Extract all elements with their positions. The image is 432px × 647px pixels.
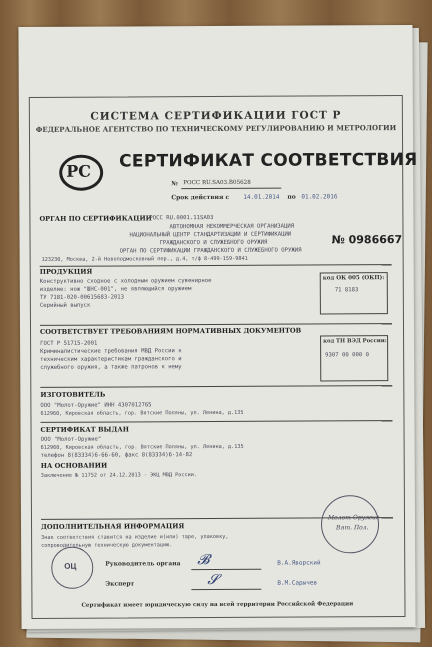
footer-note: Сертификат имеет юридическую силу на всей территории Российской Федерации	[81, 601, 354, 609]
manufacturer-line: ООО "Молот-Оружие" ИНН 4307012765	[40, 402, 152, 409]
expert-signature: 𝓢	[207, 571, 219, 589]
system-title: СИСТЕМА СЕРТИФИКАЦИИ ГОСТ Р	[90, 109, 342, 123]
okp-code-label: код ОК 005 (ОКП):	[322, 275, 385, 282]
seal-subtext: Вят. Пол.	[336, 524, 369, 532]
validity-to: 01.02.2016	[301, 193, 338, 201]
organ-address: 123230, Москва, 2-й Новоподмосковный пер., д.4, т/ф 8-499-159-9841	[41, 255, 248, 263]
product-line: Серийный выпуск	[39, 302, 91, 309]
requirements-line: служебного оружия, а также патронов к нему	[40, 364, 182, 371]
serial-number: № 0986667	[331, 233, 403, 247]
product-line: изделие: нож "ШНС-001", не являющийся оружием	[39, 286, 192, 293]
requirements-line: ГОСТ Р 51715-2001	[40, 340, 98, 347]
tnved-code-label: код ТН ВЭД России:	[323, 338, 387, 345]
validity-from: 14.01.2014	[243, 193, 280, 201]
product-label: ПРОДУКЦИЯ	[39, 267, 93, 276]
additional-line: сопроводительную техническую документацию.	[41, 542, 173, 549]
organ-seal-mark: ОЦ	[64, 561, 77, 571]
validity-to-label: по	[287, 193, 296, 201]
basis-line: Заключение № 11752 от 24.12.2013 - ЭКЦ МВД России.	[40, 472, 197, 479]
issued-line: телефон 8(83334)6-66-60, факс 8(83334)6-14-82	[40, 452, 193, 459]
product-line: Конструктивно сходное с холодным оружием сувенирное	[39, 278, 212, 285]
issued-line: 612960, Кировская область, гор. Вятские Поляны, ул. Ленина, д.135	[40, 443, 244, 451]
okp-code-value: 71 8183	[334, 287, 359, 294]
validity-label: Срок действия с	[171, 193, 230, 202]
seal-text: Молот-Оружие	[327, 514, 380, 522]
product-line: ТУ 7181-020-00615683-2013	[39, 294, 125, 301]
requirements-line: Криминалистические требования МВД России к	[40, 348, 182, 355]
manufacturer-line: 612960, Кировская область, гор. Вятские Поляны, ул. Ленина, д.135	[40, 409, 244, 417]
organ-line: ГРАЖДАНСКОГО И СЛУЖЕБНОГО ОРУЖИЯ	[159, 239, 268, 247]
expert-name: В.М.Сарычев	[277, 579, 318, 587]
requirements-label: СООТВЕТСТВУЕТ ТРЕБОВАНИЯМ НОРМАТИВНЫХ ДОКУМЕНТОВ	[40, 326, 302, 336]
gost-logo	[59, 155, 103, 191]
organ-line: НАЦИОНАЛЬНЫЙ ЦЕНТР СТАНДАРТИЗАЦИИ И СЕРТИФИКАЦИИ	[129, 231, 292, 239]
head-label: Руководитель органа	[105, 560, 181, 568]
expert-label: Эксперт	[105, 580, 135, 588]
issued-line: ООО "Молот-Оружие"	[40, 436, 102, 443]
reg-number: РОСС RU.SA03.B05628	[183, 179, 251, 187]
reg-number-label: №	[171, 180, 178, 188]
additional-line: Знак соответствия ставится на изделие и(или) таре, упаковку,	[41, 533, 229, 541]
gost-logo-mark: PC	[66, 161, 91, 181]
agency-title: ФЕДЕРАЛЬНОЕ АГЕНТСТВО ПО ТЕХНИЧЕСКОМУ РЕГУЛИРОВАНИЮ И МЕТРОЛОГИИ	[35, 123, 397, 134]
organ-code: РОСС RU.0001.11SA03	[149, 215, 214, 222]
manufacturer-label: ИЗГОТОВИТЕЛЬ	[40, 390, 106, 399]
head-name: В.А.Яворский	[277, 559, 321, 567]
head-signature: 𝓑	[197, 552, 210, 569]
organ-line: АВТОНОМНАЯ НЕКОММЕРЧЕСКАЯ ОРГАНИЗАЦИЯ	[169, 223, 295, 231]
certificate-title: СЕРТИФИКАТ СООТВЕТСТВИЯ	[119, 149, 418, 172]
requirements-line: техническим характеристикам гражданского и	[40, 356, 182, 363]
company-seal	[321, 495, 379, 553]
basis-label: НА ОСНОВАНИИ	[40, 461, 108, 470]
issued-label: СЕРТИФИКАТ ВЫДАН	[40, 425, 129, 434]
tnved-code-value: 9307 00 000 0	[325, 352, 369, 359]
additional-label: ДОПОЛНИТЕЛЬНАЯ ИНФОРМАЦИЯ	[41, 522, 185, 531]
organ-seal	[51, 547, 93, 589]
organ-label: ОРГАН ПО СЕРТИФИКАЦИИ	[39, 214, 152, 223]
certificate-sheet	[18, 25, 418, 629]
organ-line: ОРГАН ПО СЕРТИФИКАЦИИ ГРАЖДАНСКОГО И СЛУЖЕБНОГО ОРУЖИЯ	[119, 247, 302, 255]
